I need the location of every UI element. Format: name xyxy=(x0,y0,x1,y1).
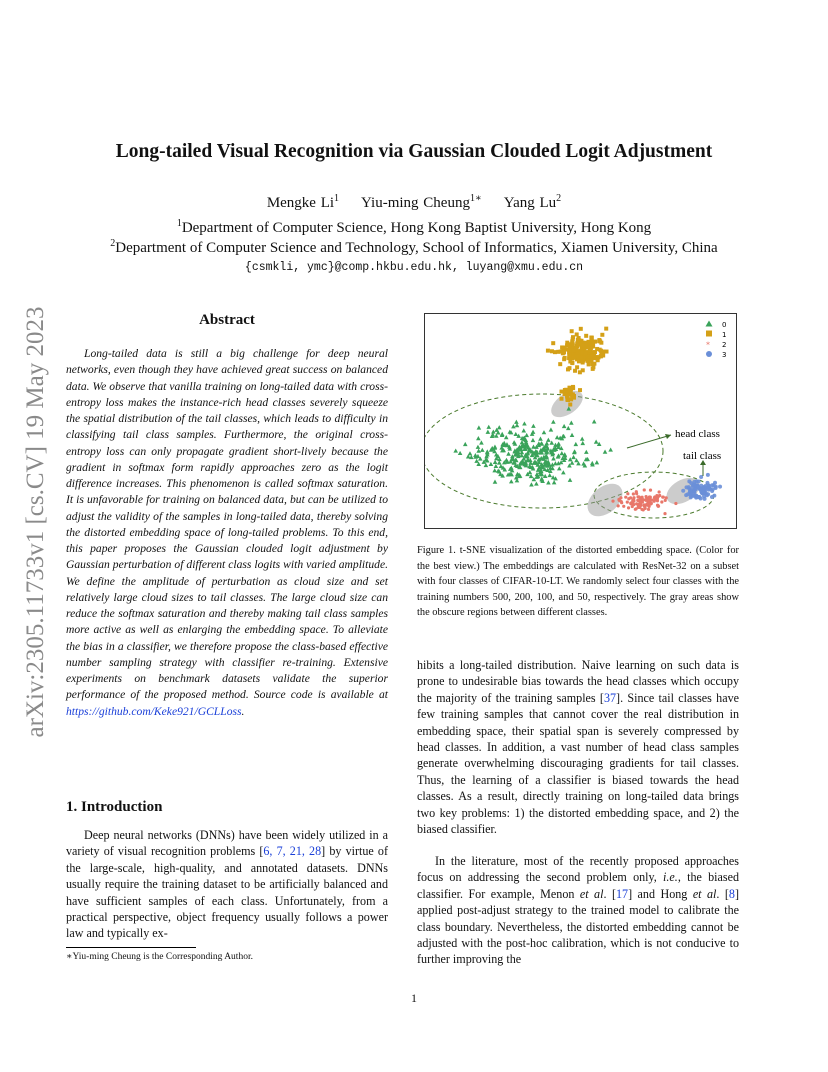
head-class-annotation xyxy=(627,428,720,448)
scatter-point-class-1 xyxy=(575,332,579,336)
author-affiliation-mark: 1∗ xyxy=(469,193,482,204)
scatter-point-class-3 xyxy=(691,494,695,498)
literature-paragraph xyxy=(417,853,739,968)
scatter-point-class-0 xyxy=(574,442,579,446)
scatter-point-class-1 xyxy=(575,365,579,369)
scatter-point-class-1 xyxy=(584,334,588,338)
scatter-point-class-2 xyxy=(653,498,656,501)
scatter-point-class-1 xyxy=(587,362,591,366)
scatter-point-class-1 xyxy=(570,393,574,397)
scatter-point-class-2 xyxy=(650,498,653,501)
scatter-point-class-2 xyxy=(639,502,642,505)
scatter-point-class-3 xyxy=(702,494,706,498)
scatter-point-class-0 xyxy=(595,460,600,464)
scatter-point-class-2 xyxy=(643,488,646,491)
scatter-point-class-0 xyxy=(531,445,536,449)
scatter-point-class-0 xyxy=(476,445,481,449)
tail-class-annotation xyxy=(683,450,721,476)
scatter-point-class-1 xyxy=(600,333,604,337)
scatter-point-class-3 xyxy=(689,481,693,485)
scatter-point-class-2 xyxy=(645,503,648,506)
scatter-point-class-0 xyxy=(504,435,509,439)
scatter-point-class-0 xyxy=(529,482,534,486)
scatter-point-class-0 xyxy=(542,430,547,434)
scatter-point-class-0 xyxy=(603,450,608,454)
scatter-point-class-1 xyxy=(550,349,554,353)
scatter-point-class-0 xyxy=(521,428,526,432)
body-text: . [ xyxy=(716,886,729,901)
scatter-point-class-2 xyxy=(632,492,635,495)
scatter-point-class-3 xyxy=(718,485,722,489)
scatter-point-class-1 xyxy=(560,397,564,401)
scatter-point-class-0 xyxy=(492,468,497,472)
scatter-point-class-1 xyxy=(567,352,571,356)
scatter-point-class-1 xyxy=(571,385,575,389)
body-text-italic: i.e. xyxy=(663,870,678,885)
scatter-point-class-0 xyxy=(486,430,491,434)
body-text: . [ xyxy=(603,886,616,901)
scatter-point-class-2 xyxy=(627,506,630,509)
citation-link[interactable]: 6, 7, 21, 28 xyxy=(263,844,322,859)
body-text: In the literature, most of the recently proposed approaches focus on addressing the second problem only, xyxy=(417,854,739,885)
author-list xyxy=(60,193,768,212)
scatter-point-class-0 xyxy=(569,420,574,424)
scatter-point-class-1 xyxy=(575,341,579,345)
scatter-point-class-1 xyxy=(572,349,576,353)
scatter-point-class-1 xyxy=(588,349,592,353)
legend-label-0: 0 xyxy=(722,321,727,329)
scatter-point-class-0 xyxy=(552,480,557,484)
author-name: Yang Lu xyxy=(503,195,557,211)
scatter-point-class-1 xyxy=(580,356,584,360)
scatter-point-class-1 xyxy=(568,342,572,346)
abstract-heading: Abstract xyxy=(199,312,255,328)
scatter-point-class-0 xyxy=(506,452,511,456)
scatter-point-class-0 xyxy=(562,424,567,428)
citation-link[interactable]: 8 xyxy=(728,886,735,901)
scatter-point-class-1 xyxy=(578,370,582,374)
scatter-point-class-1 xyxy=(579,327,583,331)
affiliation-mark: 1 xyxy=(176,218,182,229)
scatter-point-class-2 xyxy=(617,504,620,507)
scatter-point-class-2 xyxy=(658,490,661,493)
legend-label-1: 1 xyxy=(722,331,727,339)
scatter-point-class-1 xyxy=(590,336,594,340)
scatter-point-class-1 xyxy=(592,353,596,357)
scatter-point-class-0 xyxy=(557,466,562,470)
legend-label-2: 2 xyxy=(722,341,727,349)
scatter-point-class-3 xyxy=(713,481,717,485)
arxiv-stamp xyxy=(20,277,52,767)
scatter-point-class-0 xyxy=(458,451,463,455)
scatter-point-class-1 xyxy=(565,395,569,399)
scatter-point-class-3 xyxy=(696,485,700,489)
scatter-point-class-0 xyxy=(469,455,474,459)
scatter-point-class-3 xyxy=(701,490,705,494)
legend-label-3: 3 xyxy=(722,351,727,359)
scatter-point-class-0 xyxy=(538,437,543,441)
scatter-point-class-0 xyxy=(572,449,577,453)
scatter-point-class-1 xyxy=(563,356,567,360)
abstract-body xyxy=(66,346,388,720)
scatter-point-class-0 xyxy=(534,481,539,485)
scatter-point-class-3 xyxy=(711,487,715,491)
scatter-point-class-1 xyxy=(587,345,591,349)
scatter-point-class-2 xyxy=(624,496,627,499)
scatter-point-class-1 xyxy=(570,361,574,365)
scatter-point-class-1 xyxy=(597,338,601,342)
body-text: ] and Hong xyxy=(628,886,693,901)
intro-text: Deep neural networks (DNNs) have been widely utilized in a variety of visual recognition problems [ xyxy=(66,828,388,859)
scatter-point-class-0 xyxy=(486,425,491,429)
scatter-point-class-3 xyxy=(706,485,710,489)
scatter-point-class-1 xyxy=(586,359,590,363)
body-text: ]. Since tail classes have few training samples that cannot cover the real distribution in embedding space, their spatial span is severely compressed by head classes. In addition, a vast number of head class samples generate overwhelming discouraging gradients for tail classes. Thus, the learning of a classifier is biased towards the head classes. As a result, directly training on long-tailed data brings two key problems: 1) the distorted embedding space, and 2) the biased classifier. xyxy=(417,690,739,837)
scatter-point-class-2 xyxy=(637,506,640,509)
body-text-italic: et al xyxy=(579,886,604,901)
scatter-point-class-2 xyxy=(635,492,638,495)
scatter-point-class-2 xyxy=(657,505,660,508)
scatter-point-class-0 xyxy=(453,448,458,452)
abstract-end: . xyxy=(241,704,245,718)
scatter-point-class-0 xyxy=(514,420,519,424)
tsne-figure xyxy=(424,313,737,529)
scatter-point-class-1 xyxy=(578,388,582,392)
scatter-point-class-1 xyxy=(581,343,585,347)
scatter-point-class-2 xyxy=(663,512,666,515)
scatter-point-class-0 xyxy=(580,441,585,445)
obscure-region xyxy=(581,477,628,523)
scatter-point-class-0 xyxy=(570,433,575,437)
body-text: ] applied post-adjust strategy to the trained model to calibrate the class boundary. Nevertheless, the distorted embedding cannot be adjusted with the post-hoc calibration, which is not conducive to further improving the xyxy=(417,886,739,967)
scatter-point-class-0 xyxy=(531,424,536,428)
page-number: 1 xyxy=(411,991,417,1005)
legend-marker-3 xyxy=(706,351,712,357)
scatter-point-class-0 xyxy=(476,449,481,453)
paper-title: Long-tailed Visual Recognition via Gaussian Clouded Logit Adjustment xyxy=(115,141,713,162)
scatter-point-class-1 xyxy=(592,340,596,344)
scatter-point-class-1 xyxy=(591,344,595,348)
scatter-point-class-3 xyxy=(684,493,688,497)
footnote-rule xyxy=(66,947,196,948)
scatter-point-class-0 xyxy=(493,480,498,484)
scatter-point-class-2 xyxy=(626,492,629,495)
scatter-point-class-0 xyxy=(493,460,498,464)
scatter-point-class-2 xyxy=(647,500,650,503)
scatter-point-class-3 xyxy=(695,479,699,483)
scatter-point-class-0 xyxy=(522,421,527,425)
scatter-point-class-0 xyxy=(524,433,529,437)
scatter-point-class-3 xyxy=(692,490,696,494)
scatter-point-class-0 xyxy=(468,451,473,455)
scatter-point-class-0 xyxy=(531,438,536,442)
scatter-point-class-0 xyxy=(571,455,576,459)
scatter-point-class-1 xyxy=(569,397,573,401)
scatter-point-class-2 xyxy=(611,500,614,503)
scatter-point-class-2 xyxy=(632,496,635,499)
scatter-point-class-1 xyxy=(567,366,571,370)
scatter-point-class-0 xyxy=(549,427,554,431)
scatter-point-class-0 xyxy=(546,480,551,484)
scatter-point-class-0 xyxy=(608,447,613,451)
scatter-point-class-0 xyxy=(480,448,485,452)
author-emails: {csmkli, ymc}@comp.hkbu.edu.hk, luyang@xmu.edu.cn xyxy=(244,261,584,274)
scatter-point-class-3 xyxy=(706,473,710,477)
scatter-point-class-2 xyxy=(649,489,652,492)
author-affiliation-mark: 1 xyxy=(334,193,340,204)
scatter-point-class-3 xyxy=(688,489,692,493)
scatter-point-class-0 xyxy=(551,420,556,424)
scatter-point-class-0 xyxy=(592,419,597,423)
scatter-point-class-1 xyxy=(575,354,579,358)
scatter-point-class-1 xyxy=(558,362,562,366)
affiliation-text: Department of Computer Science, Hong Kong Baptist University, Hong Kong xyxy=(181,220,652,236)
scatter-point-class-1 xyxy=(562,346,566,350)
scatter-point-class-3 xyxy=(681,489,685,493)
scatter-point-class-3 xyxy=(705,481,709,485)
head-class-label: head class xyxy=(675,428,720,440)
tsne-plot xyxy=(425,314,737,529)
legend-marker-0 xyxy=(706,321,713,327)
scatter-point-class-1 xyxy=(546,349,550,353)
scatter-point-class-1 xyxy=(573,369,577,373)
scatter-point-class-2 xyxy=(660,500,663,503)
legend-marker-2: * xyxy=(706,340,710,350)
scatter-point-class-1 xyxy=(599,354,603,358)
legend-marker-1 xyxy=(706,331,712,337)
scatter-point-class-0 xyxy=(531,430,536,434)
scatter-point-class-2 xyxy=(635,502,638,505)
body-text-italic: et al xyxy=(692,886,717,901)
scatter-point-class-2 xyxy=(626,501,629,504)
scatter-point-class-2 xyxy=(636,495,639,498)
scatter-point-class-0 xyxy=(547,473,552,477)
intro-text: ] by virtue of the large-scale, high-quality, and annotated datasets. DNNs usually require the training dataset to be artificially balanced and have sufficient samples of each class. Unfortunately, from a practical perspective, object frequency usually follows a power law and typically ex- xyxy=(66,844,388,941)
abstract-text: Long-tailed data is still a big challenge for deep neural networks, even though they have achieved great success on balanced data. We observe that vanilla training on long-tailed data with cross-entropy loss makes the instance-rich head classes severely squeeze the spatial distribution of the tail classes, which leads to difficulty in classifying tail class samples. Furthermore, the original cross-entropy loss can only propagate gradient short-lively because the gradient in softmax form rapidly approaches zero as the logit difference increases. This phenomenon is called softmax saturation. It is unfavorable for training on balanced data, but can be utilized to adjust the validity of the samples in long-tailed data, thereby solving the distorted embedding space of long-tailed problems. To this end, this paper proposes the Gaussian clouded logit adjustment by Gaussian perturbation of different class logits with varied amplitude. We define the amplitude of perturbation as cloud size and set relatively large cloud sizes to tail classes. The large cloud size can reduce the softmax saturation and thereby making tail class samples more active as well as enlarging the embedding space. To alleviate the bias in a classifier, we therefore propose the class-based effective number sampling strategy with classifier re-training. Extensive experiments on benchmark datasets validate the superior performance of the proposed method. Source code is available at xyxy=(66,347,388,702)
scatter-point-class-0 xyxy=(479,440,484,444)
body-text: hibits a long-tailed distribution. Naive learning on such data is prone to undesirable bias towards the head classes which occupy the majority of the training samples [ xyxy=(417,658,739,705)
scatter-point-class-2 xyxy=(618,499,621,502)
scatter-point-class-0 xyxy=(497,425,502,429)
scatter-point-class-1 xyxy=(551,341,555,345)
scatter-point-class-2 xyxy=(631,501,634,504)
affiliation-text: Department of Computer Science and Technology, School of Informatics, Xiamen University, China xyxy=(115,240,718,256)
scatter-point-class-1 xyxy=(591,365,595,369)
scatter-point-class-2 xyxy=(655,494,658,497)
footnote: ∗Yiu-ming Cheung is the Corresponding Author. xyxy=(66,952,253,962)
scatter-point-class-1 xyxy=(571,356,575,360)
affiliation-2 xyxy=(60,238,768,257)
figure-caption: Figure 1. t-SNE visualization of the distorted embedding space. (Color for the best view.) The embeddings are calculated with ResNet-32 on a subset with four classes of CIFAR-10-LT. We randomly select four classes with the training numbers 500, 200, 100, and 50, respectively. The gray areas show the obscure regions between different classes. xyxy=(417,545,739,619)
scatter-point-class-1 xyxy=(560,390,564,394)
scatter-point-class-0 xyxy=(580,437,585,441)
scatter-point-class-1 xyxy=(568,403,572,407)
scatter-point-class-0 xyxy=(546,438,551,442)
scatter-point-class-0 xyxy=(566,426,571,430)
scatter-point-class-1 xyxy=(583,351,587,355)
scatter-point-class-3 xyxy=(687,485,691,489)
affiliation-mark: 2 xyxy=(110,238,116,249)
scatter-point-class-0 xyxy=(477,425,482,429)
citation-link[interactable]: 17 xyxy=(615,886,629,901)
scatter-point-class-0 xyxy=(584,450,589,454)
head-class-arrow xyxy=(627,435,671,448)
introduction-paragraph xyxy=(66,827,388,942)
scatter-point-class-0 xyxy=(556,453,561,457)
scatter-point-class-0 xyxy=(561,470,566,474)
introduction-heading: 1. Introduction xyxy=(66,799,163,815)
scatter-point-class-0 xyxy=(476,436,481,440)
arxiv-stamp-text: arXiv:2305.11733v1 [cs.CV] 19 May 2023 xyxy=(22,306,49,738)
scatter-point-class-2 xyxy=(664,499,667,502)
author-affiliation-mark: 2 xyxy=(556,193,562,204)
source-code-link[interactable]: https://github.com/Keke921/GCLLoss xyxy=(66,704,242,718)
author-name: Mengke Li xyxy=(266,195,335,211)
scatter-point-class-0 xyxy=(594,439,599,443)
scatter-point-class-0 xyxy=(511,424,516,428)
legend xyxy=(706,321,727,360)
scatter-point-class-0 xyxy=(474,459,479,463)
scatter-point-class-1 xyxy=(570,329,574,333)
scatter-point-class-0 xyxy=(513,432,518,436)
scatter-point-class-1 xyxy=(596,358,600,362)
scatter-point-class-0 xyxy=(568,457,573,461)
intro-paragraph-continued xyxy=(417,657,739,837)
scatter-point-class-2 xyxy=(674,502,677,505)
citation-link[interactable]: 37 xyxy=(603,690,617,705)
scatter-point-class-2 xyxy=(634,508,637,511)
author-name: Yiu-ming Cheung xyxy=(361,195,470,211)
scatter-point-class-2 xyxy=(662,496,665,499)
scatter-point-class-2 xyxy=(629,496,632,499)
scatter-point-class-2 xyxy=(644,507,647,510)
scatter-point-class-1 xyxy=(604,327,608,331)
scatter-point-class-0 xyxy=(551,456,556,460)
scatter-point-class-3 xyxy=(701,486,705,490)
scatter-point-class-0 xyxy=(509,479,514,483)
body-text: , the biased classifier. For example, Menon xyxy=(417,870,739,901)
affiliation-1 xyxy=(60,218,768,237)
scatter-point-class-0 xyxy=(568,478,573,482)
scatter-point-class-2 xyxy=(647,508,650,511)
tail-class-label: tail class xyxy=(683,450,722,462)
scatter-point-class-1 xyxy=(592,362,596,366)
scatter-point-class-0 xyxy=(463,442,468,446)
scatter-point-class-2 xyxy=(622,505,625,508)
scatter-point-class-3 xyxy=(712,494,716,498)
